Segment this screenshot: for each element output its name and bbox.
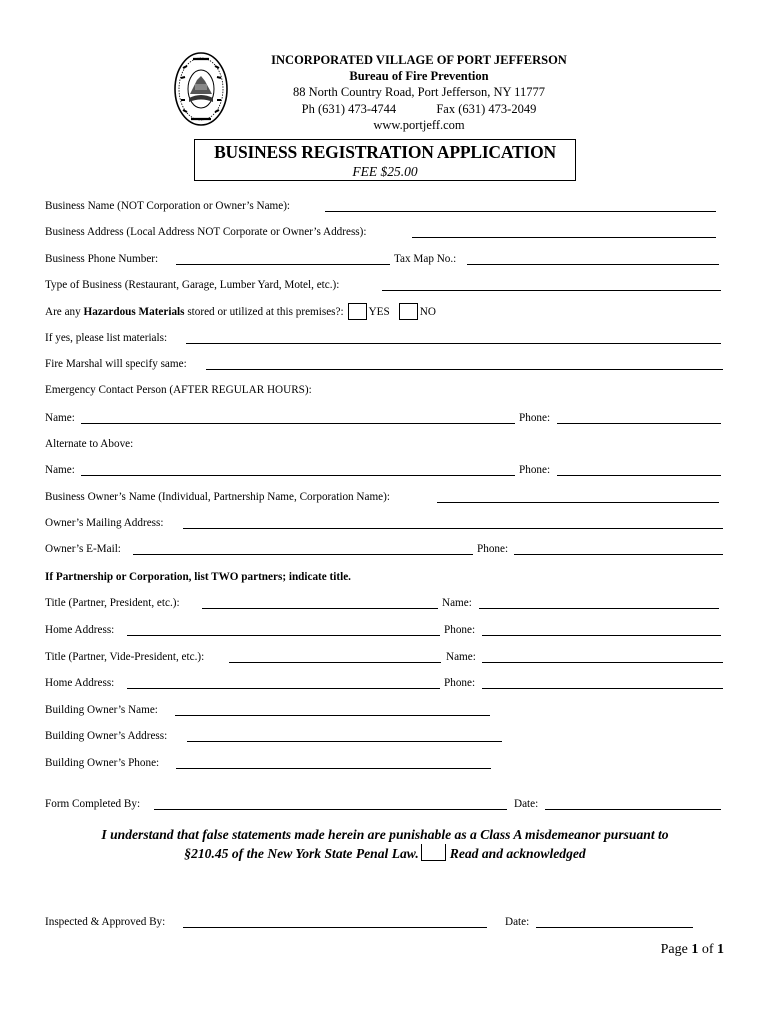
tax-map-label: Tax Map No.: <box>394 253 457 265</box>
completed-by-field[interactable] <box>154 809 507 810</box>
partner2-address-field[interactable] <box>127 688 440 689</box>
emergency-name-field[interactable] <box>81 423 515 424</box>
alternate-name-label: Name: <box>45 464 75 476</box>
page-current: 1 <box>691 942 699 957</box>
business-address-label: Business Address (Local Address NOT Corporate or Owner’s Address): <box>45 226 367 238</box>
acknowledge-checkbox[interactable] <box>421 844 446 861</box>
materials-field[interactable] <box>186 343 721 344</box>
owner-phone-label: Phone: <box>477 543 509 555</box>
partner1-name-field[interactable] <box>479 608 719 609</box>
partners-heading: If Partnership or Corporation, list TWO partners; indicate title. <box>45 571 351 583</box>
owner-phone-field[interactable] <box>514 554 723 555</box>
building-owner-name-label: Building Owner’s Name: <box>45 704 158 716</box>
page-prefix: Page <box>660 942 692 957</box>
completed-date-field[interactable] <box>545 809 721 810</box>
business-type-field[interactable] <box>382 290 721 291</box>
declaration-line-2-text: §210.45 of the New York State Penal Law. <box>184 846 419 861</box>
building-owner-name-field[interactable] <box>175 715 490 716</box>
inspected-date-label: Date: <box>505 916 530 928</box>
partner1-title-field[interactable] <box>202 608 438 609</box>
hazard-no-checkbox[interactable] <box>399 303 418 320</box>
org-website: www.portjeff.com <box>373 117 465 132</box>
page-total: 1 <box>717 942 724 957</box>
org-phone: Ph (631) 473-4744 <box>301 101 397 116</box>
emergency-phone-label: Phone: <box>519 412 551 424</box>
page-number <box>661 942 724 958</box>
building-owner-address-label: Building Owner’s Address: <box>45 730 168 742</box>
completed-by-label: Form Completed By: <box>45 798 141 810</box>
owner-name-field[interactable] <box>437 502 719 503</box>
hazard-no-label: NO <box>419 306 436 318</box>
owner-name-label: Business Owner’s Name (Individual, Partnership Name, Corporation Name): <box>45 491 390 503</box>
partner1-title-label: Title (Partner, President, etc.): <box>45 597 180 609</box>
materials-label: If yes, please list materials: <box>45 332 168 344</box>
tax-map-field[interactable] <box>467 264 719 265</box>
declaration-line-1: I understand that false statements made herein are punishable as a Class A misdemeanor pursuant to <box>101 827 669 842</box>
hazard-yes-label: YES <box>368 306 390 318</box>
form-fee: FEE $25.00 <box>352 164 418 179</box>
partner1-address-field[interactable] <box>127 635 440 636</box>
acknowledge-label: Read and acknowledged <box>449 846 586 861</box>
partner2-name-field[interactable] <box>482 662 723 663</box>
business-phone-label: Business Phone Number: <box>45 253 159 265</box>
contact-line <box>230 101 608 117</box>
building-owner-phone-field[interactable] <box>176 768 491 769</box>
org-fax: Fax (631) 473-2049 <box>436 101 537 116</box>
fire-marshal-field[interactable] <box>206 369 723 370</box>
partner1-phone-label: Phone: <box>444 624 476 636</box>
hazard-label-bold: Hazardous Materials <box>83 306 185 318</box>
partner2-name-label: Name: <box>446 651 476 663</box>
fire-marshal-label: Fire Marshal will specify same: <box>45 358 187 370</box>
page-of: of <box>698 942 717 957</box>
business-name-field[interactable] <box>325 211 716 212</box>
hazard-label-suffix: stored or utilized at this premises?: <box>184 306 344 318</box>
partner2-phone-label: Phone: <box>444 677 476 689</box>
partner2-title-label: Title (Partner, Vide-President, etc.): <box>45 651 205 663</box>
org-address: 88 North Country Road, Port Jefferson, NY 11777 <box>293 85 545 100</box>
partner1-name-label: Name: <box>442 597 472 609</box>
hazard-question <box>45 303 436 319</box>
inspected-by-field[interactable] <box>183 927 487 928</box>
partner2-phone-field[interactable] <box>482 688 723 689</box>
owner-mailing-label: Owner’s Mailing Address: <box>45 517 164 529</box>
partner2-title-field[interactable] <box>229 662 441 663</box>
building-owner-phone-label: Building Owner’s Phone: <box>45 757 160 769</box>
alternate-name-field[interactable] <box>81 475 515 476</box>
emergency-phone-field[interactable] <box>557 423 721 424</box>
declaration <box>40 826 730 863</box>
partner2-address-label: Home Address: <box>45 677 115 689</box>
owner-email-field[interactable] <box>133 554 473 555</box>
completed-date-label: Date: <box>514 798 539 810</box>
business-phone-field[interactable] <box>176 264 390 265</box>
owner-mailing-field[interactable] <box>183 528 723 529</box>
org-name: INCORPORATED VILLAGE OF PORT JEFFERSON <box>271 53 567 67</box>
business-address-field[interactable] <box>412 237 716 238</box>
declaration-line-2 <box>40 844 730 863</box>
business-type-label: Type of Business (Restaurant, Garage, Lumber Yard, Motel, etc.): <box>45 279 340 291</box>
alternate-phone-field[interactable] <box>557 475 721 476</box>
village-seal-icon <box>173 50 229 128</box>
emergency-name-label: Name: <box>45 412 75 424</box>
owner-email-label: Owner’s E-Mail: <box>45 543 121 555</box>
partner1-phone-field[interactable] <box>482 635 721 636</box>
inspected-date-field[interactable] <box>536 927 693 928</box>
emergency-contact-heading: Emergency Contact Person (AFTER REGULAR HOURS): <box>45 384 312 396</box>
hazard-yes-checkbox[interactable] <box>348 303 367 320</box>
partner1-address-label: Home Address: <box>45 624 115 636</box>
hazard-label-prefix: Are any <box>45 306 84 318</box>
bureau-name: Bureau of Fire Prevention <box>349 69 489 84</box>
business-name-label: Business Name (NOT Corporation or Owner’s Name): <box>45 200 291 212</box>
letterhead <box>230 52 608 133</box>
form-title: BUSINESS REGISTRATION APPLICATION <box>214 142 556 162</box>
alternate-heading: Alternate to Above: <box>45 438 134 450</box>
form-title-box <box>194 139 576 181</box>
building-owner-address-field[interactable] <box>187 741 502 742</box>
alternate-phone-label: Phone: <box>519 464 551 476</box>
inspected-by-label: Inspected & Approved By: <box>45 916 166 928</box>
